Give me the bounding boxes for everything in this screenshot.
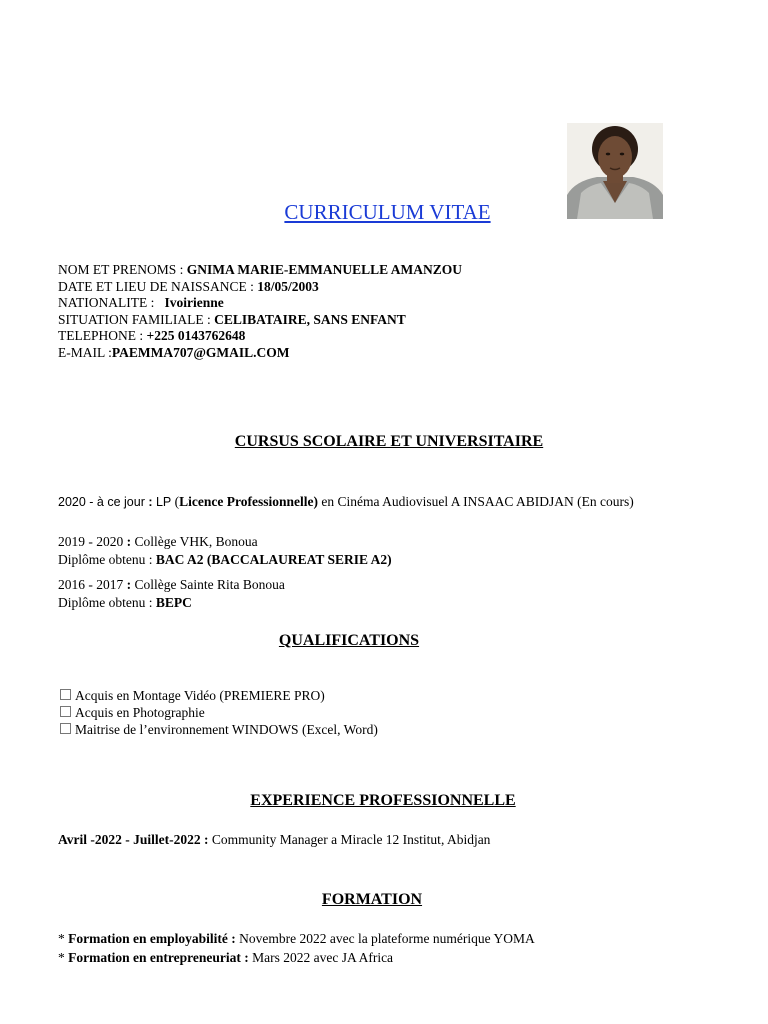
formation-label: Formation en employabilité : — [68, 931, 240, 946]
cursus-heading: CURSUS SCOLAIRE ET UNIVERSITAIRE — [234, 433, 544, 450]
nationality-value: Ivoirienne — [164, 295, 224, 310]
cursus-2-diploma: BAC A2 (BACCALAUREAT SERIE A2) — [155, 552, 392, 567]
experience-heading: EXPERIENCE PROFESSIONNELLE — [250, 792, 516, 809]
experience-role: Community Manager a Miracle 12 Institut, Abidjan — [211, 832, 491, 847]
cursus-1-lp: LP — [155, 495, 172, 509]
cursus-entry-3 — [58, 576, 658, 612]
birth-row — [58, 279, 462, 296]
experience-sep: : — [203, 832, 212, 847]
cursus-1-paren: ( — [171, 494, 180, 509]
birth-label: DATE ET LIEU DE NAISSANCE : — [58, 278, 258, 294]
family-value: CELIBATAIRE, SANS ENFANT — [214, 311, 406, 327]
cursus-entry-1 — [58, 493, 658, 511]
formation-bullet: * — [58, 950, 69, 965]
cursus-2-sep: : — [126, 534, 135, 549]
phone-label: TELEPHONE : — [58, 328, 147, 343]
name-label: NOM ET PRENOMS : — [58, 262, 187, 277]
list-item — [58, 948, 535, 967]
cursus-1-rest: en Cinéma Audiovisuel A INSAAC ABIDJAN (En cours) — [318, 494, 634, 509]
formation-heading: FORMATION — [321, 891, 423, 908]
cursus-2-school: Collège VHK, Bonoua — [134, 534, 258, 549]
formation-bullet: * — [58, 931, 69, 946]
cursus-entry-2 — [58, 533, 658, 569]
formation-list — [58, 929, 535, 967]
name-value: GNIMA MARIE-EMMANUELLE AMANZOU — [186, 262, 463, 277]
cursus-2-diploma-label: Diplôme obtenu : — [58, 552, 156, 567]
cursus-1-sep: : — [148, 495, 156, 509]
checkbox-icon — [60, 706, 71, 717]
name-row — [58, 262, 462, 279]
family-label: SITUATION FAMILIALE : — [58, 311, 215, 327]
family-row — [58, 312, 462, 329]
experience-period: Avril -2022 - Juillet-2022 — [58, 832, 204, 847]
phone-row — [58, 328, 462, 345]
formation-label: Formation en entrepreneuriat : — [68, 950, 253, 965]
checkbox-icon — [60, 689, 71, 700]
qualification-text: Acquis en Montage Vidéo (PREMIERE PRO) — [75, 688, 325, 703]
cursus-3-school: Collège Sainte Rita Bonoua — [134, 577, 285, 592]
nationality-row — [58, 295, 462, 312]
cursus-3-diploma-label: Diplôme obtenu : — [58, 595, 156, 610]
phone-value: +225 0143762648 — [146, 328, 246, 343]
experience-entry — [58, 832, 490, 848]
checkbox-icon — [60, 723, 71, 734]
cursus-1-period: 2020 - à ce jour — [58, 495, 149, 509]
cursus-1-degree: Licence Professionnelle) — [179, 494, 318, 509]
list-item — [58, 704, 378, 721]
cursus-3-diploma: BEPC — [155, 595, 192, 610]
birth-value: 18/05/2003 — [257, 278, 319, 294]
nationality-label: NATIONALITE : — [58, 295, 165, 310]
list-item — [58, 721, 378, 738]
email-label: E-MAIL : — [58, 344, 112, 360]
formation-text: Mars 2022 avec JA Africa — [252, 950, 394, 965]
cursus-3-period: 2016 - 2017 — [58, 577, 127, 592]
list-item — [58, 929, 535, 948]
list-item — [58, 687, 378, 704]
formation-text: Novembre 2022 avec la plateforme numérique YOMA — [239, 931, 535, 946]
qualifications-list — [58, 687, 378, 738]
email-row — [58, 345, 462, 362]
cursus-2-period: 2019 - 2020 — [58, 534, 127, 549]
email-value: PAEMMA707@GMAIL.COM — [111, 344, 290, 360]
personal-info — [58, 262, 462, 361]
cursus-3-sep: : — [126, 577, 135, 592]
qualifications-heading: QUALIFICATIONS — [278, 632, 420, 649]
qualification-text: Maitrise de l’environnement WINDOWS (Excel, Word) — [75, 722, 378, 737]
page-title: CURRICULUM VITAE — [284, 200, 491, 224]
qualification-text: Acquis en Photographie — [75, 705, 205, 720]
